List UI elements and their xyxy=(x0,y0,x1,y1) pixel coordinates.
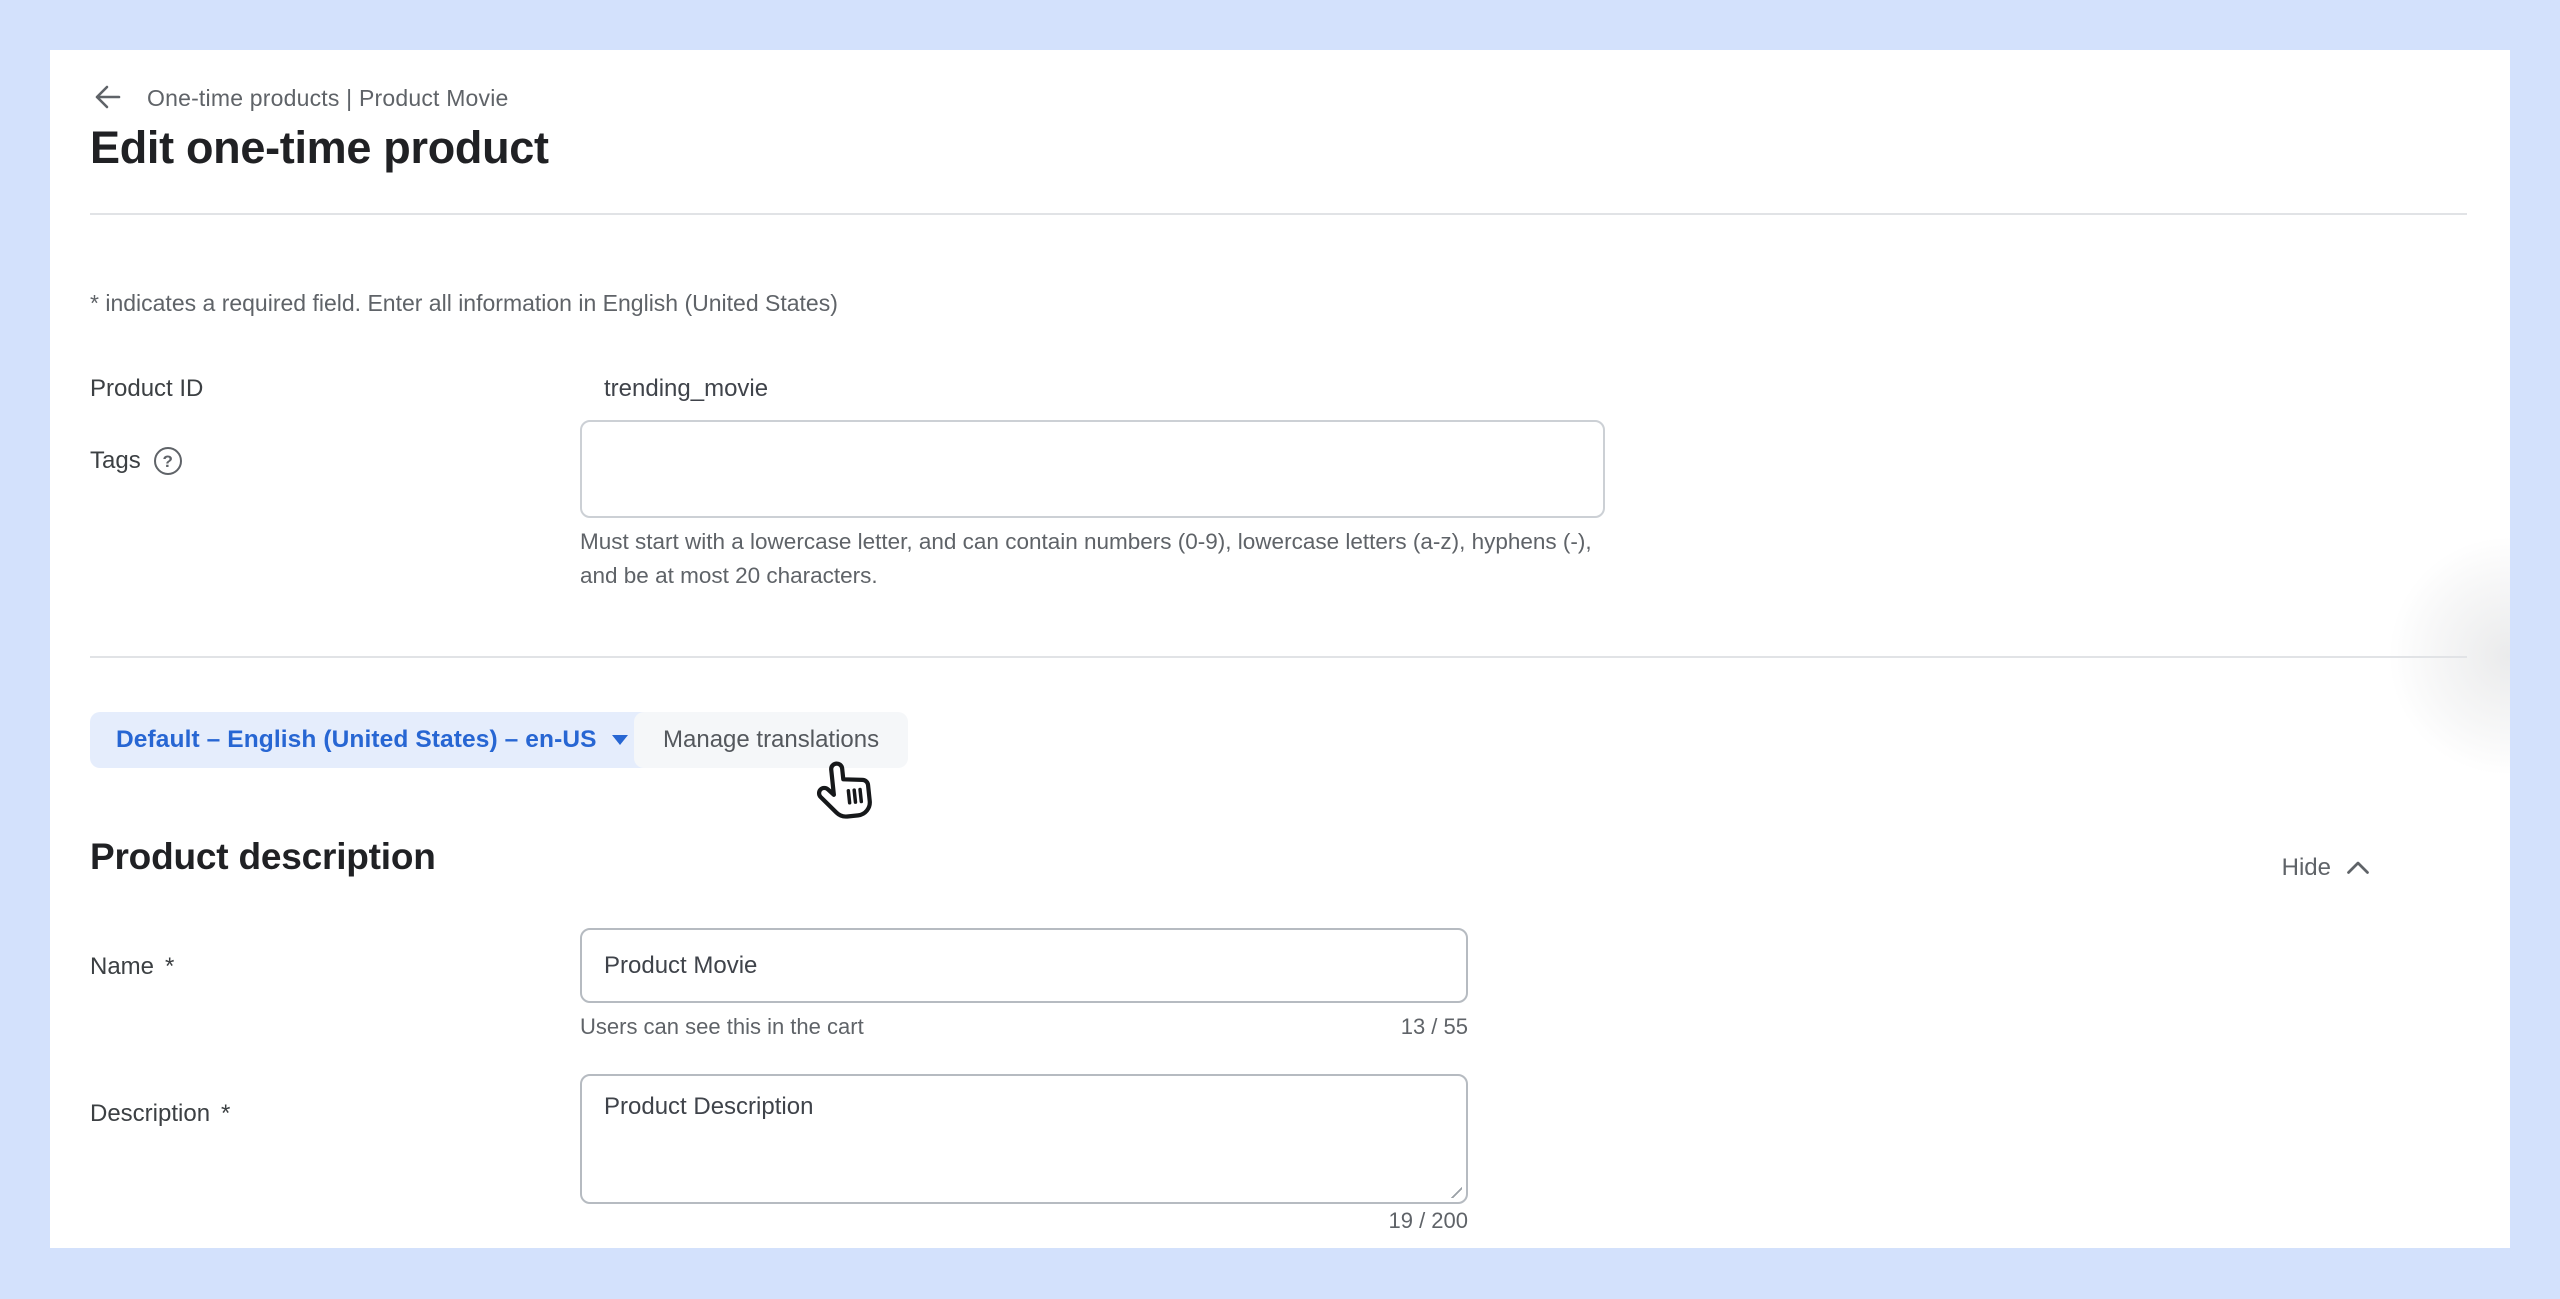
name-label-text: Name xyxy=(90,953,155,980)
description-counter-row xyxy=(580,1208,1468,1234)
page-title: Edit one-time product xyxy=(90,122,549,173)
tags-input[interactable] xyxy=(580,420,1605,518)
name-helper-row xyxy=(580,1014,1468,1040)
header-divider xyxy=(90,213,2467,215)
product-id-label: Product ID xyxy=(90,375,204,402)
name-label xyxy=(90,953,174,981)
language-selector-label: Default – English (United States) – en-US xyxy=(116,726,597,753)
tags-label xyxy=(90,447,182,475)
required-asterisk: * xyxy=(221,1100,231,1127)
section-divider xyxy=(90,656,2467,658)
hide-section-button[interactable] xyxy=(2282,850,2370,886)
description-char-counter: 19 / 200 xyxy=(1388,1208,1468,1233)
description-label xyxy=(90,1100,230,1128)
name-char-counter: 13 / 55 xyxy=(1400,1014,1468,1039)
description-label-text: Description xyxy=(90,1100,211,1127)
tags-label-text: Tags xyxy=(90,447,141,474)
hide-label: Hide xyxy=(2281,854,2331,881)
edit-product-card xyxy=(50,50,2510,1248)
tags-helper-text: Must start with a lowercase letter, and can contain numbers (0-9), lowercase letters (a-z), hyphens (-), and be at most 20 characters. xyxy=(580,529,1592,588)
back-arrow-icon xyxy=(91,81,123,116)
required-field-note: * indicates a required field. Enter all information in English (United States) xyxy=(90,290,838,316)
language-selector-button[interactable] xyxy=(90,712,654,768)
description-input[interactable] xyxy=(580,1074,1468,1204)
caret-down-icon xyxy=(612,735,628,745)
product-description-heading: Product description xyxy=(90,836,436,877)
manage-translations-button[interactable]: Manage translations xyxy=(634,712,908,768)
name-helper-text: Users can see this in the cart xyxy=(580,1014,864,1039)
chevron-up-icon xyxy=(2346,854,2370,882)
back-button[interactable] xyxy=(90,81,124,115)
breadcrumb-label: One-time products | Product Movie xyxy=(147,84,509,111)
product-id-value: trending_movie xyxy=(604,375,769,402)
help-icon[interactable]: ? xyxy=(154,447,182,475)
required-asterisk: * xyxy=(165,953,175,980)
breadcrumb xyxy=(90,80,509,116)
name-input[interactable] xyxy=(580,928,1468,1003)
